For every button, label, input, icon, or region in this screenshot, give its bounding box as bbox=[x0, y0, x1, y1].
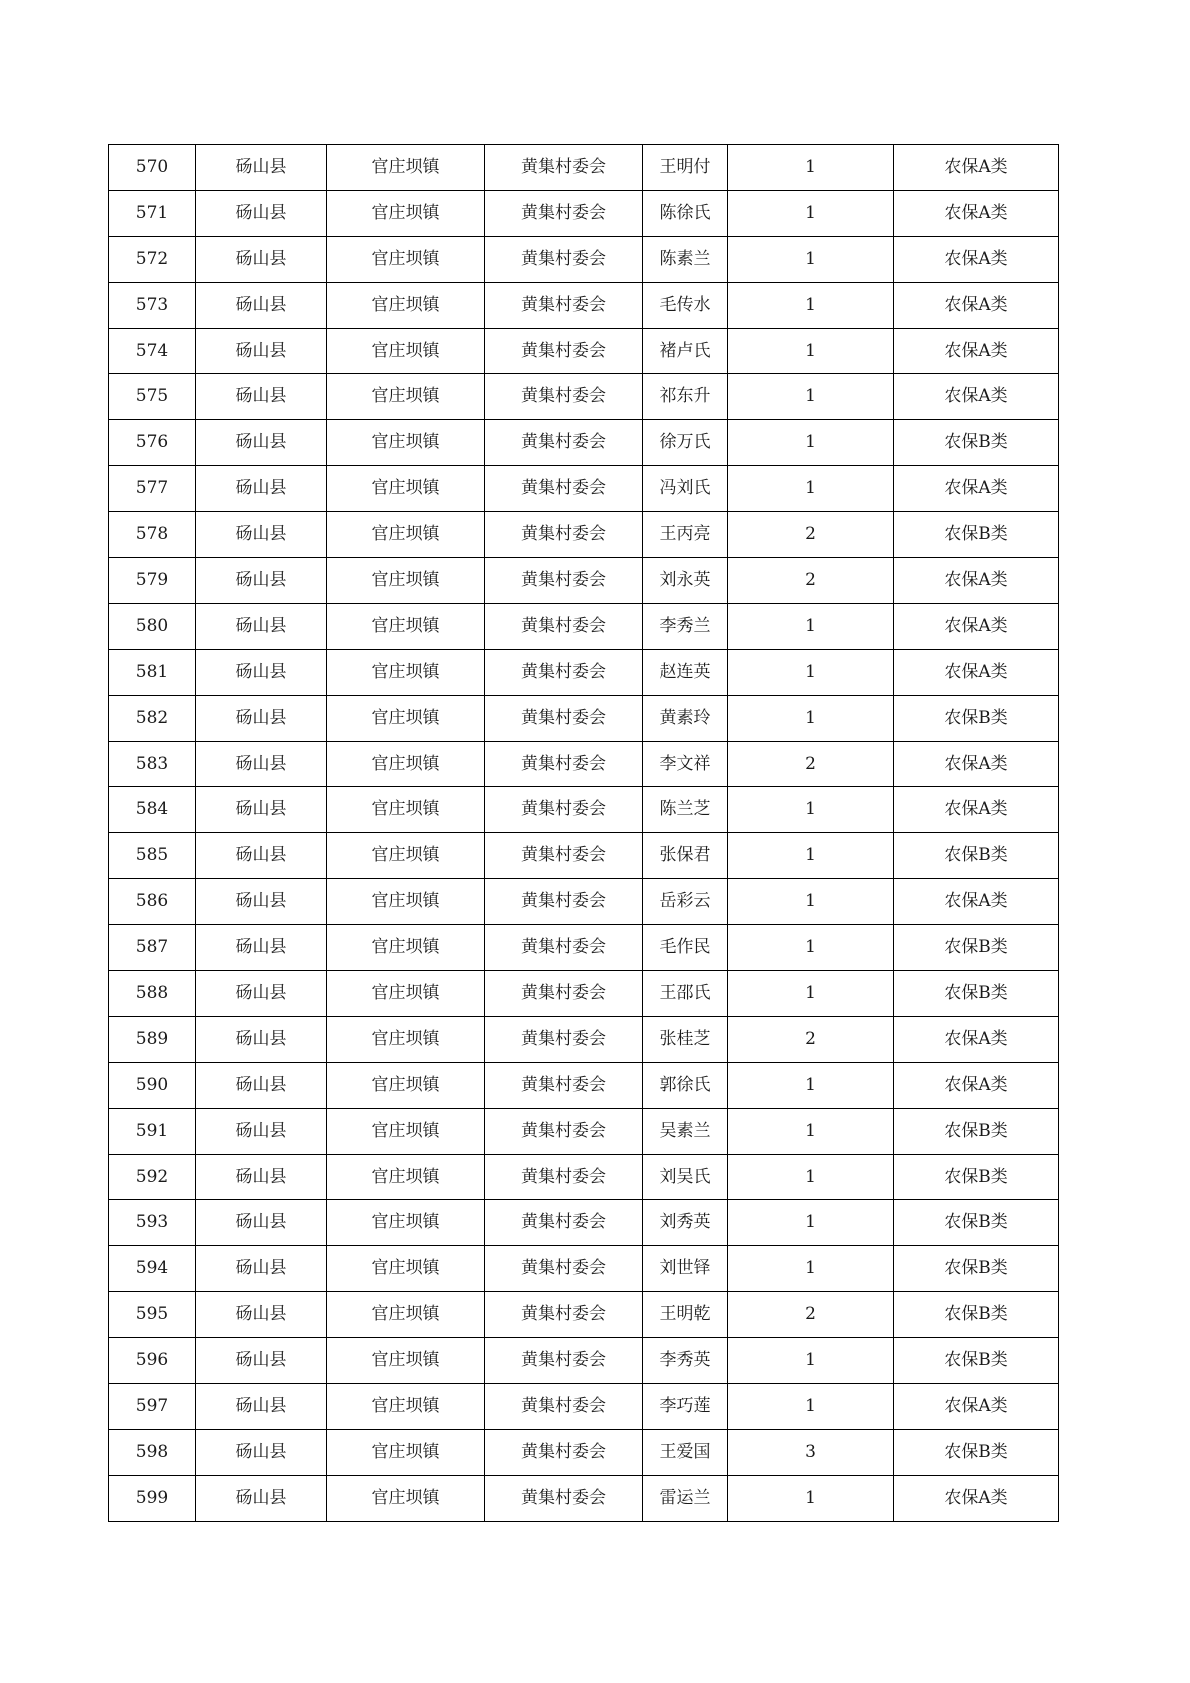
cell-town: 官庄坝镇 bbox=[327, 1384, 485, 1430]
cell-town: 官庄坝镇 bbox=[327, 649, 485, 695]
cell-county: 砀山县 bbox=[196, 512, 327, 558]
cell-index: 596 bbox=[109, 1338, 196, 1384]
cell-count: 1 bbox=[728, 1384, 894, 1430]
cell-count: 1 bbox=[728, 649, 894, 695]
cell-town: 官庄坝镇 bbox=[327, 1338, 485, 1384]
cell-category: 农保B类 bbox=[894, 1200, 1059, 1246]
cell-index: 581 bbox=[109, 649, 196, 695]
cell-town: 官庄坝镇 bbox=[327, 282, 485, 328]
cell-index: 587 bbox=[109, 925, 196, 971]
cell-name: 张保君 bbox=[643, 833, 728, 879]
cell-village: 黄集村委会 bbox=[485, 1154, 643, 1200]
cell-county: 砀山县 bbox=[196, 603, 327, 649]
cell-count: 2 bbox=[728, 1292, 894, 1338]
table-row bbox=[109, 833, 1059, 879]
cell-county: 砀山县 bbox=[196, 741, 327, 787]
cell-county: 砀山县 bbox=[196, 1246, 327, 1292]
cell-count: 2 bbox=[728, 1016, 894, 1062]
cell-name: 李秀兰 bbox=[643, 603, 728, 649]
cell-name: 吴素兰 bbox=[643, 1108, 728, 1154]
cell-index: 575 bbox=[109, 374, 196, 420]
cell-county: 砀山县 bbox=[196, 925, 327, 971]
cell-county: 砀山县 bbox=[196, 1429, 327, 1475]
table-row bbox=[109, 879, 1059, 925]
cell-town: 官庄坝镇 bbox=[327, 1154, 485, 1200]
cell-county: 砀山县 bbox=[196, 1108, 327, 1154]
cell-village: 黄集村委会 bbox=[485, 236, 643, 282]
cell-index: 576 bbox=[109, 420, 196, 466]
cell-count: 1 bbox=[728, 971, 894, 1017]
cell-village: 黄集村委会 bbox=[485, 925, 643, 971]
table-body bbox=[109, 145, 1059, 1522]
cell-county: 砀山县 bbox=[196, 879, 327, 925]
table-row bbox=[109, 695, 1059, 741]
cell-name: 李巧莲 bbox=[643, 1384, 728, 1430]
cell-category: 农保B类 bbox=[894, 833, 1059, 879]
cell-count: 1 bbox=[728, 420, 894, 466]
cell-village: 黄集村委会 bbox=[485, 374, 643, 420]
cell-category: 农保A类 bbox=[894, 603, 1059, 649]
cell-county: 砀山县 bbox=[196, 1062, 327, 1108]
cell-category: 农保B类 bbox=[894, 1338, 1059, 1384]
table-row bbox=[109, 1200, 1059, 1246]
cell-town: 官庄坝镇 bbox=[327, 741, 485, 787]
cell-index: 588 bbox=[109, 971, 196, 1017]
cell-index: 589 bbox=[109, 1016, 196, 1062]
cell-count: 1 bbox=[728, 374, 894, 420]
cell-index: 592 bbox=[109, 1154, 196, 1200]
cell-category: 农保A类 bbox=[894, 145, 1059, 191]
cell-name: 徐万氏 bbox=[643, 420, 728, 466]
cell-count: 2 bbox=[728, 558, 894, 604]
cell-index: 580 bbox=[109, 603, 196, 649]
cell-count: 1 bbox=[728, 833, 894, 879]
cell-county: 砀山县 bbox=[196, 787, 327, 833]
table-row bbox=[109, 512, 1059, 558]
cell-county: 砀山县 bbox=[196, 695, 327, 741]
cell-category: 农保B类 bbox=[894, 925, 1059, 971]
cell-town: 官庄坝镇 bbox=[327, 1062, 485, 1108]
cell-village: 黄集村委会 bbox=[485, 649, 643, 695]
cell-name: 李文祥 bbox=[643, 741, 728, 787]
cell-count: 1 bbox=[728, 1108, 894, 1154]
cell-count: 1 bbox=[728, 695, 894, 741]
cell-village: 黄集村委会 bbox=[485, 1338, 643, 1384]
table-row bbox=[109, 466, 1059, 512]
cell-category: 农保A类 bbox=[894, 787, 1059, 833]
table-row bbox=[109, 603, 1059, 649]
table-row bbox=[109, 558, 1059, 604]
cell-town: 官庄坝镇 bbox=[327, 879, 485, 925]
cell-category: 农保A类 bbox=[894, 741, 1059, 787]
cell-name: 郭徐氏 bbox=[643, 1062, 728, 1108]
cell-town: 官庄坝镇 bbox=[327, 1246, 485, 1292]
cell-county: 砀山县 bbox=[196, 236, 327, 282]
table-row bbox=[109, 190, 1059, 236]
cell-index: 571 bbox=[109, 190, 196, 236]
cell-count: 1 bbox=[728, 1154, 894, 1200]
cell-name: 刘秀英 bbox=[643, 1200, 728, 1246]
cell-county: 砀山县 bbox=[196, 466, 327, 512]
cell-town: 官庄坝镇 bbox=[327, 466, 485, 512]
cell-village: 黄集村委会 bbox=[485, 1292, 643, 1338]
cell-county: 砀山县 bbox=[196, 190, 327, 236]
cell-index: 579 bbox=[109, 558, 196, 604]
cell-town: 官庄坝镇 bbox=[327, 925, 485, 971]
cell-town: 官庄坝镇 bbox=[327, 374, 485, 420]
cell-village: 黄集村委会 bbox=[485, 1246, 643, 1292]
cell-category: 农保B类 bbox=[894, 695, 1059, 741]
cell-county: 砀山县 bbox=[196, 558, 327, 604]
cell-category: 农保B类 bbox=[894, 1154, 1059, 1200]
cell-town: 官庄坝镇 bbox=[327, 603, 485, 649]
table-row bbox=[109, 282, 1059, 328]
cell-name: 冯刘氏 bbox=[643, 466, 728, 512]
cell-index: 594 bbox=[109, 1246, 196, 1292]
cell-town: 官庄坝镇 bbox=[327, 1108, 485, 1154]
cell-name: 刘永英 bbox=[643, 558, 728, 604]
cell-index: 582 bbox=[109, 695, 196, 741]
cell-index: 586 bbox=[109, 879, 196, 925]
cell-name: 王邵氏 bbox=[643, 971, 728, 1017]
cell-county: 砀山县 bbox=[196, 649, 327, 695]
cell-count: 1 bbox=[728, 1338, 894, 1384]
cell-index: 570 bbox=[109, 145, 196, 191]
cell-name: 黄素玲 bbox=[643, 695, 728, 741]
cell-index: 591 bbox=[109, 1108, 196, 1154]
cell-village: 黄集村委会 bbox=[485, 879, 643, 925]
cell-name: 陈徐氏 bbox=[643, 190, 728, 236]
cell-category: 农保A类 bbox=[894, 1062, 1059, 1108]
cell-index: 574 bbox=[109, 328, 196, 374]
cell-category: 农保B类 bbox=[894, 420, 1059, 466]
cell-count: 3 bbox=[728, 1429, 894, 1475]
cell-index: 584 bbox=[109, 787, 196, 833]
cell-village: 黄集村委会 bbox=[485, 695, 643, 741]
cell-category: 农保A类 bbox=[894, 328, 1059, 374]
cell-village: 黄集村委会 bbox=[485, 741, 643, 787]
cell-count: 1 bbox=[728, 190, 894, 236]
cell-count: 1 bbox=[728, 282, 894, 328]
cell-village: 黄集村委会 bbox=[485, 1475, 643, 1521]
cell-county: 砀山县 bbox=[196, 1292, 327, 1338]
cell-name: 刘吴氏 bbox=[643, 1154, 728, 1200]
table-row bbox=[109, 145, 1059, 191]
cell-name: 王丙亮 bbox=[643, 512, 728, 558]
cell-name: 岳彩云 bbox=[643, 879, 728, 925]
cell-name: 王爱国 bbox=[643, 1429, 728, 1475]
cell-count: 1 bbox=[728, 236, 894, 282]
cell-name: 王明乾 bbox=[643, 1292, 728, 1338]
cell-town: 官庄坝镇 bbox=[327, 1475, 485, 1521]
cell-index: 598 bbox=[109, 1429, 196, 1475]
cell-index: 585 bbox=[109, 833, 196, 879]
cell-county: 砀山县 bbox=[196, 1475, 327, 1521]
cell-town: 官庄坝镇 bbox=[327, 420, 485, 466]
cell-count: 2 bbox=[728, 512, 894, 558]
cell-county: 砀山县 bbox=[196, 971, 327, 1017]
cell-town: 官庄坝镇 bbox=[327, 787, 485, 833]
cell-name: 褚卢氏 bbox=[643, 328, 728, 374]
cell-category: 农保B类 bbox=[894, 971, 1059, 1017]
cell-count: 2 bbox=[728, 741, 894, 787]
cell-count: 1 bbox=[728, 1062, 894, 1108]
cell-town: 官庄坝镇 bbox=[327, 236, 485, 282]
cell-count: 1 bbox=[728, 925, 894, 971]
cell-county: 砀山县 bbox=[196, 282, 327, 328]
cell-category: 农保A类 bbox=[894, 236, 1059, 282]
cell-county: 砀山县 bbox=[196, 833, 327, 879]
cell-town: 官庄坝镇 bbox=[327, 558, 485, 604]
cell-village: 黄集村委会 bbox=[485, 1108, 643, 1154]
cell-village: 黄集村委会 bbox=[485, 420, 643, 466]
table-row bbox=[109, 420, 1059, 466]
cell-category: 农保B类 bbox=[894, 1108, 1059, 1154]
cell-town: 官庄坝镇 bbox=[327, 1429, 485, 1475]
cell-village: 黄集村委会 bbox=[485, 1384, 643, 1430]
cell-village: 黄集村委会 bbox=[485, 558, 643, 604]
cell-category: 农保A类 bbox=[894, 1384, 1059, 1430]
cell-town: 官庄坝镇 bbox=[327, 145, 485, 191]
cell-name: 李秀英 bbox=[643, 1338, 728, 1384]
cell-county: 砀山县 bbox=[196, 328, 327, 374]
cell-village: 黄集村委会 bbox=[485, 466, 643, 512]
cell-count: 1 bbox=[728, 466, 894, 512]
cell-count: 1 bbox=[728, 328, 894, 374]
cell-county: 砀山县 bbox=[196, 420, 327, 466]
cell-town: 官庄坝镇 bbox=[327, 1016, 485, 1062]
cell-village: 黄集村委会 bbox=[485, 603, 643, 649]
cell-village: 黄集村委会 bbox=[485, 328, 643, 374]
cell-village: 黄集村委会 bbox=[485, 787, 643, 833]
table-row bbox=[109, 971, 1059, 1017]
cell-index: 577 bbox=[109, 466, 196, 512]
cell-category: 农保B类 bbox=[894, 512, 1059, 558]
cell-village: 黄集村委会 bbox=[485, 190, 643, 236]
cell-category: 农保A类 bbox=[894, 282, 1059, 328]
cell-county: 砀山县 bbox=[196, 1200, 327, 1246]
cell-category: 农保A类 bbox=[894, 558, 1059, 604]
cell-category: 农保A类 bbox=[894, 879, 1059, 925]
cell-county: 砀山县 bbox=[196, 1338, 327, 1384]
cell-county: 砀山县 bbox=[196, 1384, 327, 1430]
cell-name: 陈兰芝 bbox=[643, 787, 728, 833]
table-row bbox=[109, 1062, 1059, 1108]
table-row bbox=[109, 236, 1059, 282]
cell-category: 农保B类 bbox=[894, 1292, 1059, 1338]
cell-index: 593 bbox=[109, 1200, 196, 1246]
table-row bbox=[109, 1246, 1059, 1292]
cell-town: 官庄坝镇 bbox=[327, 1200, 485, 1246]
cell-name: 陈素兰 bbox=[643, 236, 728, 282]
data-table bbox=[108, 144, 1059, 1522]
cell-count: 1 bbox=[728, 603, 894, 649]
table-row bbox=[109, 374, 1059, 420]
cell-village: 黄集村委会 bbox=[485, 1200, 643, 1246]
cell-county: 砀山县 bbox=[196, 374, 327, 420]
table-row bbox=[109, 1384, 1059, 1430]
cell-name: 毛传水 bbox=[643, 282, 728, 328]
cell-village: 黄集村委会 bbox=[485, 512, 643, 558]
table-row bbox=[109, 925, 1059, 971]
cell-town: 官庄坝镇 bbox=[327, 695, 485, 741]
cell-town: 官庄坝镇 bbox=[327, 328, 485, 374]
cell-index: 572 bbox=[109, 236, 196, 282]
cell-town: 官庄坝镇 bbox=[327, 971, 485, 1017]
cell-category: 农保B类 bbox=[894, 1429, 1059, 1475]
cell-category: 农保B类 bbox=[894, 1246, 1059, 1292]
cell-count: 1 bbox=[728, 787, 894, 833]
cell-name: 张桂芝 bbox=[643, 1016, 728, 1062]
table-row bbox=[109, 328, 1059, 374]
cell-village: 黄集村委会 bbox=[485, 282, 643, 328]
cell-category: 农保A类 bbox=[894, 1016, 1059, 1062]
cell-index: 595 bbox=[109, 1292, 196, 1338]
table-row bbox=[109, 1338, 1059, 1384]
table-row bbox=[109, 649, 1059, 695]
table-row bbox=[109, 787, 1059, 833]
cell-category: 农保A类 bbox=[894, 649, 1059, 695]
cell-count: 1 bbox=[728, 879, 894, 925]
cell-category: 农保A类 bbox=[894, 374, 1059, 420]
cell-category: 农保A类 bbox=[894, 466, 1059, 512]
cell-index: 599 bbox=[109, 1475, 196, 1521]
cell-index: 583 bbox=[109, 741, 196, 787]
cell-village: 黄集村委会 bbox=[485, 833, 643, 879]
cell-town: 官庄坝镇 bbox=[327, 190, 485, 236]
cell-index: 590 bbox=[109, 1062, 196, 1108]
cell-count: 1 bbox=[728, 1246, 894, 1292]
cell-category: 农保A类 bbox=[894, 1475, 1059, 1521]
cell-count: 1 bbox=[728, 1475, 894, 1521]
cell-count: 1 bbox=[728, 1200, 894, 1246]
cell-category: 农保A类 bbox=[894, 190, 1059, 236]
cell-index: 597 bbox=[109, 1384, 196, 1430]
cell-name: 雷运兰 bbox=[643, 1475, 728, 1521]
cell-name: 刘世铎 bbox=[643, 1246, 728, 1292]
cell-town: 官庄坝镇 bbox=[327, 833, 485, 879]
cell-name: 毛作民 bbox=[643, 925, 728, 971]
cell-village: 黄集村委会 bbox=[485, 1429, 643, 1475]
cell-county: 砀山县 bbox=[196, 1154, 327, 1200]
cell-town: 官庄坝镇 bbox=[327, 512, 485, 558]
cell-village: 黄集村委会 bbox=[485, 1016, 643, 1062]
table-row bbox=[109, 1475, 1059, 1521]
table-row bbox=[109, 1292, 1059, 1338]
table-row bbox=[109, 1429, 1059, 1475]
table-row bbox=[109, 1016, 1059, 1062]
cell-name: 王明付 bbox=[643, 145, 728, 191]
table-row bbox=[109, 1108, 1059, 1154]
cell-town: 官庄坝镇 bbox=[327, 1292, 485, 1338]
table-row bbox=[109, 741, 1059, 787]
cell-county: 砀山县 bbox=[196, 1016, 327, 1062]
cell-county: 砀山县 bbox=[196, 145, 327, 191]
cell-village: 黄集村委会 bbox=[485, 971, 643, 1017]
cell-name: 祁东升 bbox=[643, 374, 728, 420]
table-row bbox=[109, 1154, 1059, 1200]
cell-count: 1 bbox=[728, 145, 894, 191]
cell-index: 578 bbox=[109, 512, 196, 558]
cell-name: 赵连英 bbox=[643, 649, 728, 695]
cell-village: 黄集村委会 bbox=[485, 145, 643, 191]
cell-index: 573 bbox=[109, 282, 196, 328]
cell-village: 黄集村委会 bbox=[485, 1062, 643, 1108]
